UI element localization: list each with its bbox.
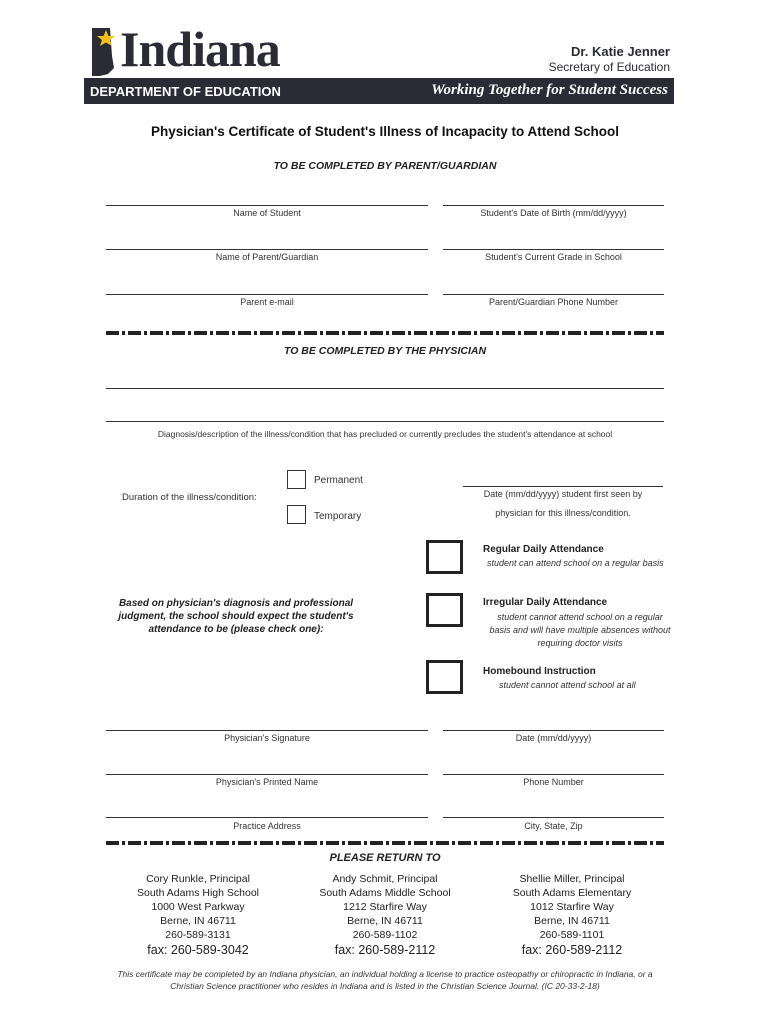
temporary-label: Temporary xyxy=(314,511,362,522)
page-title: Physician's Certificate of Student's Illness of Incapacity to Attend School xyxy=(150,124,619,139)
attendance-prompt xyxy=(100,597,372,636)
practice-address-label: Practice Address xyxy=(233,821,301,831)
diagnosis-label: Diagnosis/description of the illness/condition that has precluded or currently precludes the student's attendance at school xyxy=(157,429,613,439)
contact-fax: fax: 260-589-2112 xyxy=(521,943,623,957)
diagnosis-line-1[interactable] xyxy=(106,388,664,389)
contact-phone: 260-589-1101 xyxy=(539,929,605,941)
irregular-desc-line-3: requiring doctor visits xyxy=(537,638,623,648)
contact-name: Cory Runkle, Principal xyxy=(146,873,250,885)
contact-street: 1000 West Parkway xyxy=(151,901,245,913)
contact-phone: 260-589-3131 xyxy=(165,929,231,941)
contact-name: Shellie Miller, Principal xyxy=(519,873,625,885)
footer-line-1: This certificate may be completed by an Indiana physician, an individual holding a license to practice osteopathy or chiropractic in Indiana, or a xyxy=(117,969,653,979)
section-divider-2 xyxy=(106,841,664,845)
dob-line[interactable] xyxy=(443,205,664,206)
contact-city: Berne, IN 46711 xyxy=(534,915,610,927)
contact-fax: fax: 260-589-2112 xyxy=(334,943,436,957)
signature-date-label: Date (mm/dd/yyyy) xyxy=(515,733,592,743)
section-divider xyxy=(106,331,664,335)
official-title: Secretary of Education xyxy=(548,60,670,74)
parent-email-label: Parent e-mail xyxy=(240,297,294,307)
contact-phone: 260-589-1102 xyxy=(352,929,418,941)
dob-label: Student's Date of Birth (mm/dd/yyyy) xyxy=(480,208,627,218)
homebound-desc: student cannot attend school at all xyxy=(499,680,636,690)
contact-high-school xyxy=(108,872,288,957)
contact-street: 1012 Starfire Way xyxy=(530,901,614,913)
contact-name: Andy Schmit, Principal xyxy=(332,873,438,885)
parent-section-heading: TO BE COMPLETED BY PARENT/GUARDIAN xyxy=(273,160,497,172)
city-state-zip-line[interactable] xyxy=(443,817,664,818)
parent-phone-label: Parent/Guardian Phone Number xyxy=(488,297,619,307)
student-name-label: Name of Student xyxy=(233,208,301,218)
physician-signature-label: Physician's Signature xyxy=(224,733,310,743)
attendance-prompt-line-1: Based on physician's diagnosis and professional xyxy=(118,598,354,609)
parent-phone-line[interactable] xyxy=(443,294,664,295)
parent-name-line[interactable] xyxy=(106,249,428,250)
printed-name-label: Physician's Printed Name xyxy=(215,777,319,787)
contact-fax: fax: 260-589-3042 xyxy=(147,943,249,957)
city-state-zip-label: City, State, Zip xyxy=(524,821,583,831)
contact-school: South Adams Elementary xyxy=(512,887,632,899)
irregular-attendance-desc xyxy=(478,611,682,650)
temporary-checkbox[interactable] xyxy=(287,505,306,524)
contact-school: South Adams Middle School xyxy=(319,887,451,899)
contact-city: Berne, IN 46711 xyxy=(347,915,423,927)
diagnosis-line-2[interactable] xyxy=(106,421,664,422)
attendance-prompt-line-3: attendance to be (please check one): xyxy=(148,624,324,635)
irregular-desc-line-2: basis and will have multiple absences without xyxy=(489,625,671,635)
department-bar xyxy=(84,78,674,104)
irregular-desc-line-1: student cannot attend school on a regular xyxy=(497,612,663,622)
first-seen-label-2: physician for this illness/condition. xyxy=(495,508,631,518)
contact-city: Berne, IN 46711 xyxy=(160,915,236,927)
official-name: Dr. Katie Jenner xyxy=(571,44,670,59)
footer-note xyxy=(40,968,730,992)
grade-label: Student's Current Grade in School xyxy=(485,252,622,262)
practice-address-line[interactable] xyxy=(106,817,428,818)
physician-phone-label: Phone Number xyxy=(523,777,584,787)
physician-phone-line[interactable] xyxy=(443,774,664,775)
grade-line[interactable] xyxy=(443,249,664,250)
permanent-label: Permanent xyxy=(314,475,363,486)
contact-street: 1212 Starfire Way xyxy=(343,901,427,913)
physician-signature-line[interactable] xyxy=(106,730,428,731)
signature-date-line[interactable] xyxy=(443,730,664,731)
permanent-checkbox[interactable] xyxy=(287,470,306,489)
printed-name-line[interactable] xyxy=(106,774,428,775)
irregular-attendance-title: Irregular Daily Attendance xyxy=(483,597,608,608)
student-name-line[interactable] xyxy=(106,205,428,206)
contact-elementary xyxy=(482,872,662,957)
regular-attendance-checkbox[interactable] xyxy=(426,540,463,574)
logo-text: Indiana xyxy=(120,21,280,77)
first-seen-label: Date (mm/dd/yyyy) student first seen by xyxy=(483,489,643,499)
department-name: DEPARTMENT OF EDUCATION xyxy=(90,84,281,99)
regular-attendance-desc: student can attend school on a regular basis xyxy=(487,558,664,568)
first-seen-date-line[interactable] xyxy=(463,486,663,487)
return-heading: PLEASE RETURN TO xyxy=(329,852,441,864)
physician-section-heading: TO BE COMPLETED BY THE PHYSICIAN xyxy=(283,345,487,357)
contact-school: South Adams High School xyxy=(137,887,259,899)
header xyxy=(84,22,674,106)
contact-middle-school xyxy=(295,872,475,957)
tagline: Working Together for Student Success xyxy=(431,82,668,98)
duration-label: Duration of the illness/condition: xyxy=(122,492,257,503)
homebound-title: Homebound Instruction xyxy=(483,666,596,677)
regular-attendance-title: Regular Daily Attendance xyxy=(483,544,604,555)
footer-line-2: Christian Science practitioner who resides in Indiana and is listed in the Christian Science Journal. (IC 20-33-2-18) xyxy=(170,981,600,991)
irregular-attendance-checkbox[interactable] xyxy=(426,593,463,627)
parent-email-line[interactable] xyxy=(106,294,428,295)
indiana-state-icon xyxy=(88,26,120,78)
homebound-checkbox[interactable] xyxy=(426,660,463,694)
parent-name-label: Name of Parent/Guardian xyxy=(215,252,319,262)
attendance-prompt-line-2: judgment, the school should expect the student's xyxy=(118,611,354,622)
